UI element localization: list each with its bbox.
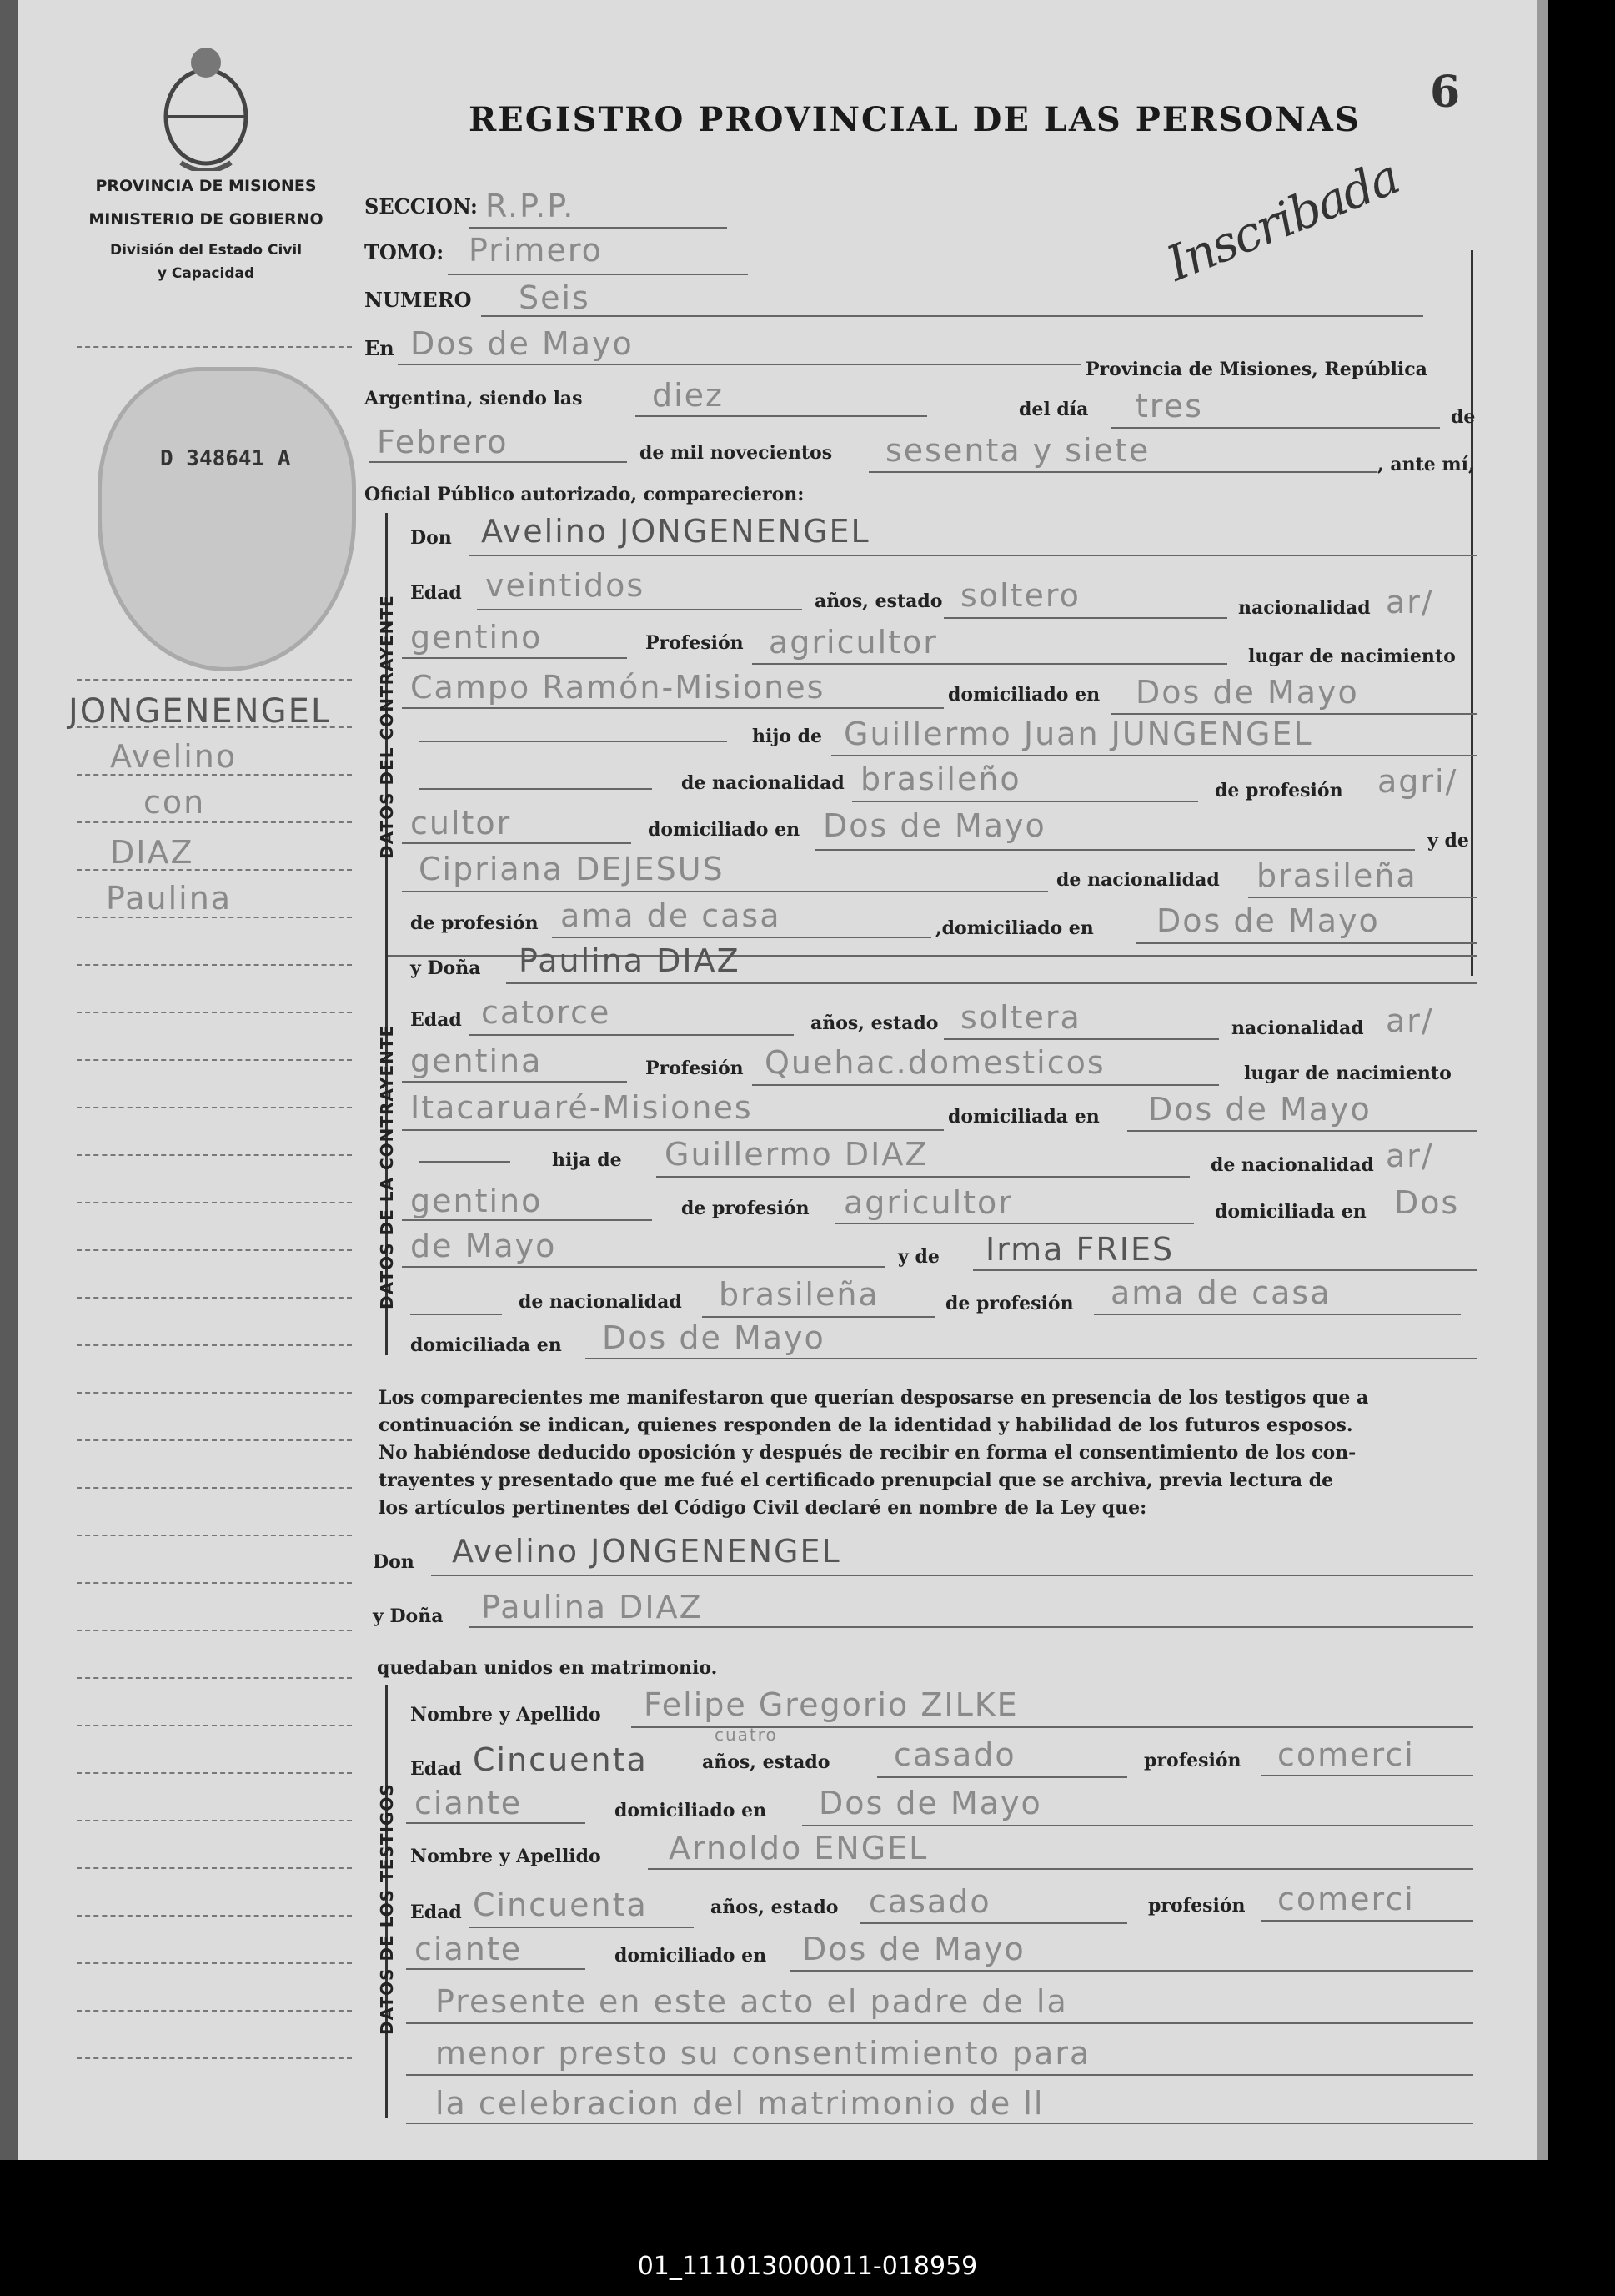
contrayente-padre-prof-a: agri/ [1377, 763, 1458, 800]
testigo1-profesion-a: comerci [1277, 1736, 1415, 1773]
contrayenta-edad-label: Edad [410, 1009, 462, 1031]
contrayenta-madre: Irma FRIES [986, 1231, 1175, 1268]
contrayenta-domiciliada-label: domiciliada en [948, 1106, 1100, 1128]
margin-rule [77, 679, 352, 681]
contrayenta-profesion-label: Profesión [645, 1058, 744, 1079]
provincia-text: Provincia de Misiones, República [1086, 359, 1427, 380]
coat-of-arms-icon [152, 38, 260, 171]
contrayenta-madre-nac-label: de nacionalidad [519, 1291, 682, 1313]
testigo2-profesion-label: profesión [1148, 1895, 1246, 1917]
testigo1-edad-extra: cuatro [715, 1725, 778, 1745]
testigo2-nombre: Arnoldo ENGEL [669, 1830, 929, 1866]
header-ministry: MINISTERIO DE GOBIERNO [88, 210, 324, 229]
fiscal-stamp [98, 367, 356, 671]
contrayente-lugar-label: lugar de nacimiento [1248, 646, 1456, 667]
nota-line-1: Presente en este acto el padre de la [435, 1983, 1068, 2020]
header-province: PROVINCIA DE MISIONES [95, 177, 317, 195]
contrayenta-padre-dom-label: domiciliada en [1215, 1201, 1367, 1223]
testigo2-profesion-b: ciante [414, 1931, 523, 1967]
contrayenta-lugar-label: lugar de nacimiento [1244, 1063, 1452, 1084]
de-label: de [1451, 406, 1476, 428]
contrayente-profesion: agricultor [769, 624, 938, 661]
testigo2-edad: Cincuenta [473, 1887, 648, 1923]
contrayente-domicilio: Dos de Mayo [1136, 674, 1359, 711]
margin-rule [77, 2057, 352, 2059]
testigo1-domiciliado-label: domiciliado en [614, 1800, 767, 1821]
contrayente-nacionalidad-label: nacionalidad [1238, 597, 1371, 619]
mes-value: Febrero [377, 424, 509, 460]
testigo1-nombre-label: Nombre y Apellido [410, 1704, 601, 1726]
contrayenta-madre-prof-label: de profesión [945, 1293, 1074, 1314]
tomo-label: TOMO: [364, 240, 444, 264]
body-line-3: No habiéndose deducido oposición y después de recibir en forma el consentimiento de los con- [379, 1442, 1357, 1464]
section-label-contrayente: DATOS DEL CONTRAYENTE [377, 595, 397, 859]
contrayente-estado-label: años, estado [815, 590, 943, 612]
declaracion-don-label: Don [373, 1551, 414, 1573]
contrayente-domiciliado-label: domiciliado en [948, 684, 1101, 706]
contrayente-madre-nac-label: de nacionalidad [1056, 869, 1220, 891]
contrayente-nacionalidad-a: ar/ [1386, 584, 1434, 620]
margin-rule [77, 1677, 352, 1679]
registrar-signature: Inscribada [1158, 148, 1407, 293]
testigo1-nombre: Felipe Gregorio ZILKE [644, 1686, 1019, 1723]
margin-rule [77, 1439, 352, 1441]
contrayente-edad-label: Edad [410, 582, 462, 604]
contrayente-madre-prof: ama de casa [560, 897, 781, 934]
margin-rule [77, 821, 352, 823]
margin-rule [77, 917, 352, 918]
contrayente-madre-dom: Dos de Mayo [1156, 902, 1380, 939]
margin-rule [77, 1962, 352, 1964]
margin-rule [77, 869, 352, 871]
contrayenta-padre-prof-label: de profesión [681, 1198, 810, 1219]
contrayenta-y-de-label: y de [898, 1246, 940, 1268]
contrayente-padre: Guillermo Juan JUNGENGEL [844, 716, 1313, 752]
margin-rule [77, 1535, 352, 1536]
contrayenta-profesion: Quehac.domesticos [765, 1044, 1106, 1081]
testigo1-edad-label: Edad [410, 1758, 462, 1780]
contrayente-estado: soltero [960, 577, 1081, 614]
testigo1-edad: Cincuenta [473, 1741, 648, 1778]
margin-rule [77, 1867, 352, 1869]
contrayente-y-de-label: y de [1427, 830, 1469, 852]
contrayenta-hija-label: hija de [552, 1149, 622, 1171]
margin-rule [77, 1107, 352, 1108]
contrayenta-padre: Guillermo DIAZ [665, 1136, 929, 1173]
margin-rule [77, 2010, 352, 2012]
tomo-value: Primero [469, 232, 603, 269]
testigo1-domicilio: Dos de Mayo [819, 1785, 1042, 1821]
dia-value: tres [1136, 388, 1203, 425]
margin-rule [77, 1772, 352, 1774]
contrayenta-nacionalidad-a: ar/ [1386, 1002, 1434, 1039]
document-title: REGISTRO PROVINCIAL DE LAS PERSONAS [469, 100, 1361, 139]
stamp-number: D 348641 A [160, 446, 291, 471]
nota-line-2: menor presto su consentimiento para [435, 2035, 1091, 2072]
contrayente-hijo-label: hijo de [752, 726, 823, 747]
margin-rule [77, 1820, 352, 1821]
contrayenta-padre-dom-b: de Mayo [410, 1228, 557, 1264]
margin-rule [77, 1249, 352, 1251]
margin-rule [77, 1059, 352, 1061]
body-line-5: los artículos pertinentes del Código Civil declaré en nombre de la Ley que: [379, 1497, 1147, 1519]
declaracion-don: Avelino JONGENENGEL [452, 1533, 841, 1570]
margin-rule [77, 1012, 352, 1013]
testigo2-domiciliado-label: domiciliado en [614, 1945, 767, 1967]
contrayenta-domicilio: Dos de Mayo [1148, 1091, 1372, 1128]
body-line-2: continuación se indican, quienes responden de la identidad y habilidad de los futuros esposos. [379, 1414, 1353, 1436]
header-division: División del Estado Civil [109, 242, 303, 259]
margin-note-line1: JONGENENGEL [68, 692, 332, 731]
contrayenta-padre-nac-a: ar/ [1386, 1138, 1434, 1174]
margin-note-line5: Paulina [106, 880, 233, 917]
nota-line-3: la celebracion del matrimonio de ll [435, 2085, 1045, 2122]
section-label-contrayenta: DATOS DE LA CONTRAYENTE [377, 1024, 397, 1309]
contrayente-madre-nac: brasileña [1256, 857, 1417, 894]
testigo1-profesion-label: profesión [1144, 1750, 1241, 1771]
margin-rule [77, 1154, 352, 1156]
contrayenta-madre-dom: Dos de Mayo [602, 1319, 825, 1356]
margin-note-line3: con [143, 784, 206, 821]
contrayente-padre-nac: brasileño [860, 761, 1021, 797]
margin-rule [77, 726, 352, 728]
contrayente-padre-dom-label: domiciliado en [648, 819, 800, 841]
testigo2-edad-label: Edad [410, 1902, 462, 1923]
contrayenta-edad: catorce [481, 994, 611, 1031]
numero-label: NUMERO [364, 288, 472, 312]
contrayenta-padre-nac-b: gentino [410, 1183, 543, 1219]
testigo1-estado: casado [894, 1736, 1016, 1773]
margin-rule [77, 346, 352, 348]
dona-label: y Doña [410, 957, 481, 979]
margin-rule [77, 1344, 352, 1346]
margin-rule [77, 1487, 352, 1489]
del-dia-label: del día [1019, 399, 1089, 420]
testigo2-nombre-label: Nombre y Apellido [410, 1846, 601, 1867]
margin-note-line4: DIAZ [110, 834, 194, 871]
en-label: En [364, 336, 394, 360]
declaracion-dona-label: y Doña [373, 1605, 444, 1627]
contrayente-padre-dom: Dos de Mayo [823, 807, 1046, 844]
contrayente-nacionalidad-b: gentino [410, 619, 543, 656]
contrayenta-nacionalidad-label: nacionalidad [1231, 1017, 1364, 1039]
contrayente-nombre: Avelino JONGENENGEL [481, 513, 870, 550]
argentina-text: Argentina, siendo las [364, 388, 583, 409]
contrayente-padre-prof-label: de profesión [1215, 780, 1343, 801]
margin-rule [77, 964, 352, 966]
contrayenta-padre-dom-a: Dos [1394, 1184, 1460, 1221]
testigo2-profesion-a: comerci [1277, 1881, 1415, 1917]
header-capacity: y Capacidad [157, 265, 255, 282]
contrayente-padre-prof-b: cultor [410, 805, 512, 842]
oficial-text: Oficial Público autorizado, comparecieron: [364, 484, 805, 505]
document-page [18, 0, 1548, 2160]
contrayenta-estado-label: años, estado [810, 1012, 939, 1034]
don-label: Don [410, 527, 452, 549]
margin-rule [77, 1202, 352, 1203]
numero-value: Seis [519, 279, 590, 316]
contrayenta-madre-prof: ama de casa [1111, 1274, 1332, 1311]
de-mil-label: de mil novecientos [639, 442, 833, 464]
seccion-label: SECCION: [364, 194, 478, 219]
hora-value: diez [652, 377, 725, 414]
body-line-1: Los comparecientes me manifestaron que querían desposarse en presencia de los testigos que a [379, 1387, 1369, 1409]
margin-rule [77, 1297, 352, 1299]
contrayente-profesion-label: Profesión [645, 632, 744, 654]
margin-rule [77, 774, 352, 776]
contrayenta-nacionalidad-b: gentina [410, 1042, 543, 1079]
declaracion-cierre: quedaban unidos en matrimonio. [377, 1657, 718, 1679]
testigo2-estado: casado [869, 1883, 991, 1920]
contrayenta-lugar: Itacaruaré-Misiones [410, 1089, 753, 1126]
testigo1-estado-label: años, estado [702, 1751, 830, 1773]
testigo2-domicilio: Dos de Mayo [802, 1931, 1026, 1967]
margin-rule [77, 1392, 352, 1394]
contrayente-madre-dom-label: ,domiciliado en [935, 917, 1094, 939]
declaracion-dona: Paulina DIAZ [481, 1589, 703, 1625]
margin-note-line2: Avelino [110, 738, 238, 775]
contrayente-padre-nac-label: de nacionalidad [681, 772, 845, 794]
en-value: Dos de Mayo [410, 325, 634, 362]
contrayenta-nombre: Paulina DIAZ [519, 942, 740, 979]
testigo2-estado-label: años, estado [710, 1897, 839, 1918]
contrayente-madre-prof-label: de profesión [410, 912, 539, 934]
section-label-testigos: DATOS DE LOS TESTIGOS [377, 1783, 397, 2035]
body-line-4: trayentes y presentado que me fué el certificado prenupcial que se archiva, previa lectura de [379, 1470, 1334, 1491]
contrayente-madre: Cipriana DEJESUS [419, 851, 725, 887]
contrayente-lugar: Campo Ramón-Misiones [410, 669, 825, 706]
contrayenta-madre-nac: brasileña [719, 1276, 880, 1313]
contrayenta-padre-prof: agricultor [844, 1184, 1013, 1221]
page-number: 6 [1430, 67, 1461, 118]
image-identifier: 01_111013000011-018959 [637, 2252, 978, 2281]
margin-rule [77, 1915, 352, 1917]
contrayenta-madre-dom-label: domiciliada en [410, 1334, 562, 1356]
book-binding [0, 0, 18, 2160]
margin-rule [77, 1630, 352, 1631]
margin-rule [77, 1582, 352, 1584]
margin-rule [77, 1725, 352, 1726]
ante-mi-text: , ante mí, [1377, 454, 1475, 475]
testigo1-profesion-b: ciante [414, 1785, 523, 1821]
contrayenta-padre-nac-label: de nacionalidad [1211, 1154, 1374, 1176]
contrayenta-estado: soltera [960, 999, 1081, 1036]
contrayente-edad: veintidos [485, 567, 645, 604]
anio-value: sesenta y siete [885, 432, 1151, 469]
seccion-value: R.P.P. [485, 188, 575, 224]
